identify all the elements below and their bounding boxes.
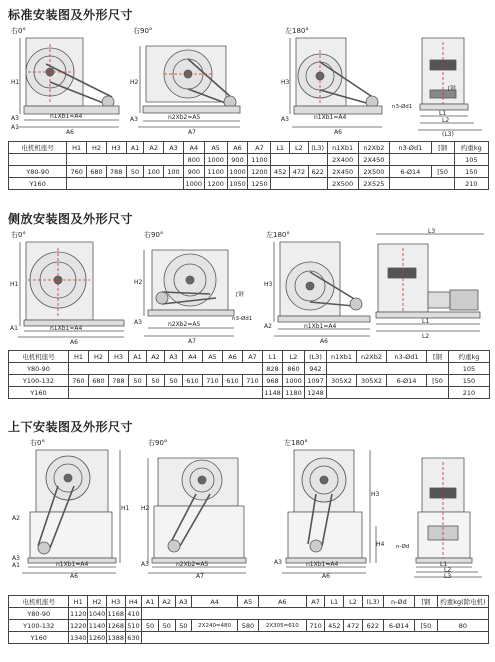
table-row: [9, 178, 489, 190]
table-cell: 1000: [283, 375, 305, 387]
table-cell: 710: [203, 375, 223, 387]
column-header: L1: [271, 142, 290, 154]
column-header: A1: [126, 142, 144, 154]
column-header: A3: [164, 142, 184, 154]
column-header: A7: [306, 596, 325, 608]
table-cell: 1120: [69, 609, 87, 618]
dimension-label: n1Xb1=A4: [50, 325, 83, 332]
table-cell: 472: [344, 620, 363, 632]
column-header: [钢: [431, 142, 454, 154]
dimension-label: [钢: [236, 292, 244, 298]
table-cell: 1040: [88, 609, 106, 618]
dimension-label: A1: [11, 124, 19, 131]
dimension-label: A6: [70, 573, 78, 580]
table-cell: [9, 154, 67, 166]
column-header: n1Xb1: [327, 351, 357, 363]
table-row: [9, 363, 490, 375]
column-header: 约重kg: [449, 351, 490, 363]
dimension-label: 右90°: [148, 439, 168, 447]
table-cell: [67, 178, 184, 190]
table-cell: Y100-132: [9, 620, 69, 632]
table-cell: 6-Ø14: [387, 375, 427, 387]
dimension-label: 右0°: [11, 231, 26, 239]
table-cell: 50: [147, 375, 165, 387]
column-header: n3-Ød1: [390, 142, 432, 154]
column-header: L1: [325, 596, 344, 608]
dimension-label: L3: [428, 228, 436, 235]
column-header: 电机机座号: [9, 596, 69, 608]
table-cell: 105: [449, 363, 490, 375]
table-cell: 100: [144, 166, 164, 178]
column-header: 约重kg(除电机): [437, 596, 488, 608]
table-cell: 2X450: [327, 166, 358, 178]
dimension-label: L1: [422, 318, 430, 325]
table-cell: 860: [283, 363, 305, 375]
column-header: L2: [283, 351, 305, 363]
dimension-label: A6: [70, 339, 78, 346]
table-cell: 50: [129, 375, 147, 387]
column-header: A7: [243, 351, 263, 363]
column-header: A2: [144, 142, 164, 154]
column-header: A1: [142, 596, 159, 608]
dimension-label: H1: [11, 79, 20, 86]
table-cell: [271, 154, 327, 166]
dimension-label: n1Xb1=A4: [306, 561, 339, 568]
table-cell: 610: [183, 375, 203, 387]
table-cell: 800: [183, 154, 204, 166]
table-cell: [69, 363, 263, 375]
column-header: A3: [165, 351, 183, 363]
dimension-label: H3: [371, 491, 380, 498]
table-cell: 6-Ø14: [383, 620, 414, 632]
dimension-label: H4: [376, 541, 385, 548]
table-cell: 760: [69, 375, 89, 387]
dimension-label: 左180°: [266, 231, 290, 239]
table-cell: 1168: [107, 609, 124, 618]
dimension-label: L2: [422, 333, 430, 340]
dimension-label: n1Xb1=A4: [304, 323, 337, 330]
column-header: n2Xb2: [357, 351, 387, 363]
column-header: [钢: [414, 596, 437, 608]
table-cell: 50: [126, 166, 144, 178]
dimension-label: n1Xb1=A4: [314, 114, 347, 121]
dimension-label: L2: [442, 117, 450, 124]
column-header: L2: [344, 596, 363, 608]
column-header: H4: [125, 596, 142, 608]
table-cell: Y80-90: [9, 363, 69, 375]
table-header-row: [9, 142, 489, 154]
table-cell: 760: [67, 166, 87, 178]
table-cell: 1260: [88, 633, 106, 642]
table-cell: Y160: [9, 178, 67, 190]
dimension-label: H1: [121, 505, 130, 512]
column-header: A4: [183, 142, 204, 154]
table-cell: 105: [454, 154, 488, 166]
table-cell: [271, 178, 327, 190]
dimension-label: A2: [12, 515, 20, 522]
column-header: 电机机座号: [9, 142, 67, 154]
table-cell: [50: [431, 166, 454, 178]
dimension-label: A6: [334, 129, 342, 136]
table-cell: 788: [109, 375, 129, 387]
dimension-label: H1: [10, 281, 19, 288]
table-cell: 1248: [305, 387, 327, 399]
table-cell: 2X305=610: [258, 620, 306, 632]
column-header: n3-Ød1: [387, 351, 427, 363]
dimension-label: 右90°: [144, 231, 164, 239]
table-cell: 472: [290, 166, 309, 178]
dimension-label: A3: [11, 115, 19, 122]
table-cell: 680: [87, 166, 107, 178]
dimension-label: 左180°: [284, 439, 308, 447]
table-cell: 1250: [248, 178, 271, 190]
table-cell: 150: [454, 166, 488, 178]
dimension-label: A7: [188, 338, 196, 345]
dimension-label: n2Xb2=A5: [176, 561, 209, 568]
column-header: A3: [175, 596, 192, 608]
table-cell: 6-Ø14: [390, 166, 432, 178]
column-header: (L3): [362, 596, 383, 608]
drawing-standard-right0: [8, 24, 133, 136]
table-cell: 630: [125, 632, 142, 644]
dimension-label: 右0°: [30, 439, 45, 447]
table-cell: Y160: [9, 632, 69, 644]
column-header: H2: [87, 142, 107, 154]
table-cell: 788: [106, 166, 126, 178]
column-header: A7: [248, 142, 271, 154]
view-angle-label: 右0°: [11, 27, 26, 35]
table-cell: 1000: [183, 178, 204, 190]
dimension-label: A7: [196, 573, 204, 580]
column-header: [钢: [427, 351, 449, 363]
table-cell: 50: [165, 375, 183, 387]
dimension-label: A1: [12, 562, 20, 569]
table-header-row: [9, 596, 489, 608]
dimension-label: 左180°: [285, 27, 309, 35]
dimension-label: H3: [264, 281, 273, 288]
table-cell: [67, 154, 184, 166]
table-cell: 50: [175, 620, 192, 632]
column-header: L1: [263, 351, 283, 363]
section-title-side: 侧放安装图及外形尺寸: [8, 212, 134, 226]
table-cell: 622: [362, 620, 383, 632]
column-header: A5: [204, 142, 227, 154]
column-header: 电机机座号: [9, 351, 69, 363]
dimension-label: A3: [12, 555, 20, 562]
table-cell: [390, 154, 455, 166]
column-header: A6: [258, 596, 306, 608]
dimension-label: n3-Ød1: [392, 104, 413, 110]
column-header: n-Ød: [383, 596, 414, 608]
table-cell: Y100-132: [9, 375, 69, 387]
table-cell: 1180: [283, 387, 305, 399]
table-cell: 580: [238, 620, 259, 632]
table-cell: 452: [271, 166, 290, 178]
column-header: A4: [192, 596, 238, 608]
drawing-updown-right90: [140, 436, 265, 578]
table-cell: 50: [158, 620, 175, 632]
column-header: n2Xb2: [358, 142, 389, 154]
table-cell: [327, 363, 449, 375]
table-cell: 2X450: [358, 154, 389, 166]
section-title-updown: 上下安装图及外形尺寸: [8, 420, 134, 434]
dimension-label: H2: [130, 79, 139, 86]
column-header: A6: [227, 142, 248, 154]
dimension-label: A6: [322, 573, 330, 580]
dimension-label: A6: [320, 338, 328, 345]
table-cell: 1140: [88, 621, 106, 630]
column-header: H2: [89, 351, 109, 363]
drawing-standard-side: [392, 24, 487, 136]
column-header: H3: [106, 596, 125, 608]
spec-table-standard: [8, 141, 489, 190]
table-cell: 1100: [204, 166, 227, 178]
column-header: A1: [129, 351, 147, 363]
table-cell: [50: [427, 375, 449, 387]
drawing-updown-right0: [8, 436, 133, 578]
dimension-label: L1: [440, 561, 448, 568]
drawing-updown-side: [392, 436, 487, 578]
table-header-row: [9, 351, 490, 363]
table-cell: [390, 178, 455, 190]
drawing-side-right90: [132, 228, 257, 346]
table-cell: 2X525: [358, 178, 389, 190]
table-cell: 100: [164, 166, 184, 178]
dimension-label: H2: [134, 279, 143, 286]
table-cell: 900: [183, 166, 204, 178]
table-cell: Y160: [9, 387, 69, 399]
table-cell: 1200: [248, 166, 271, 178]
column-header: A5: [203, 351, 223, 363]
dimension-label: 右90°: [133, 27, 153, 35]
column-header: H2: [88, 596, 107, 608]
table-cell: Y80-90: [9, 166, 67, 178]
table-cell: 900: [227, 154, 248, 166]
dimension-label: H2: [141, 505, 150, 512]
table-cell: 1388: [107, 633, 124, 642]
table-cell: 1200: [204, 178, 227, 190]
table-cell: 828: [263, 363, 283, 375]
column-header: A5: [238, 596, 259, 608]
table-cell: 1148: [264, 388, 281, 397]
table-cell: 410: [125, 608, 142, 620]
table-row: [9, 387, 490, 399]
dimension-label: A7: [188, 129, 196, 136]
table-row: [9, 375, 490, 387]
column-header: A4: [183, 351, 203, 363]
column-header: H1: [69, 596, 88, 608]
table-cell: 1268: [107, 621, 124, 630]
table-cell: 1340: [69, 633, 87, 642]
table-cell: 510: [125, 620, 142, 632]
table-cell: 1100: [248, 154, 271, 166]
dimension-label: A6: [66, 129, 74, 136]
section-title-standard: 标准安装图及外形尺寸: [8, 8, 134, 22]
table-row: [9, 608, 489, 620]
table-cell: 1000: [204, 154, 227, 166]
table-cell: [327, 387, 449, 399]
column-header: (L3): [305, 351, 327, 363]
table-cell: 50: [142, 620, 159, 632]
dimension-label: L2: [444, 566, 452, 574]
table-cell: 622: [308, 166, 327, 178]
dimension-label: A3: [130, 116, 138, 123]
spec-table-side: [8, 350, 490, 399]
dimension-label: [钢: [448, 86, 456, 92]
dimension-label: A3: [281, 116, 289, 123]
dimension-label: n3-Ød1: [232, 316, 253, 322]
column-header: A2: [158, 596, 175, 608]
table-row: [9, 620, 489, 632]
dimension-label: L3: [444, 573, 452, 580]
table-cell: 2X400: [327, 154, 358, 166]
dimension-label: n1Xb1=A4: [56, 561, 89, 568]
dimension-label: n2Xb2=A5: [168, 321, 201, 328]
table-cell: 305X2: [357, 375, 387, 387]
table-cell: 452: [325, 620, 344, 632]
table-row: [9, 166, 489, 178]
table-cell: 2X500: [327, 178, 358, 190]
table-cell: 710: [243, 375, 263, 387]
column-header: 约重kg: [454, 142, 488, 154]
table-cell: [69, 387, 263, 399]
table-cell: 210: [454, 178, 488, 190]
dimension-label: A2: [264, 323, 272, 330]
table-cell: 968: [263, 375, 283, 387]
table-cell: 1000: [227, 166, 248, 178]
table-cell: 80: [437, 620, 488, 632]
column-header: n1Xb1: [327, 142, 358, 154]
column-header: H1: [67, 142, 87, 154]
dimension-label: A3: [274, 559, 282, 566]
drawing-side-left180: [262, 228, 377, 346]
dimension-label: A3: [141, 561, 149, 568]
table-cell: 210: [449, 387, 490, 399]
dimension-label: n-Ød: [396, 544, 410, 550]
table-cell: 2X500: [358, 166, 389, 178]
table-cell: 680: [89, 375, 109, 387]
drawing-standard-left180: [280, 24, 390, 136]
drawing-updown-left180: [272, 436, 387, 578]
dimension-label: L1: [439, 110, 447, 117]
column-header: A2: [147, 351, 165, 363]
table-cell: 305X2: [327, 375, 357, 387]
table-cell: [50: [414, 620, 437, 632]
dimension-label: A3: [134, 319, 142, 326]
dimension-label: A1: [10, 325, 18, 332]
dimension-label: (L3): [442, 131, 454, 138]
table-cell: 150: [449, 375, 490, 387]
dimension-label: n2Xb2=A5: [168, 114, 201, 121]
table-cell: [142, 632, 489, 644]
drawing-standard-right90: [128, 24, 253, 136]
table-cell: 1220: [69, 621, 87, 630]
table-cell: 1097: [305, 375, 327, 387]
column-header: (L3): [308, 142, 327, 154]
table-cell: 1050: [227, 178, 248, 190]
table-cell: 710: [306, 620, 325, 632]
drawing-side-side: [372, 228, 490, 346]
column-header: L2: [290, 142, 309, 154]
table-cell: Y80-90: [9, 608, 69, 620]
spec-table-updown: [8, 595, 489, 644]
column-header: H3: [109, 351, 129, 363]
column-header: H3: [106, 142, 126, 154]
table-cell: 2X240=480: [192, 620, 238, 632]
dimension-label: H3: [281, 79, 290, 86]
table-row: [9, 632, 489, 644]
drawing-side-right0: [8, 228, 133, 346]
dimension-label: n1Xb1=A4: [50, 113, 83, 120]
table-cell: 610: [223, 375, 243, 387]
table-cell: [142, 608, 489, 620]
column-header: H1: [69, 351, 89, 363]
table-cell: 942: [305, 363, 327, 375]
column-header: A6: [223, 351, 243, 363]
